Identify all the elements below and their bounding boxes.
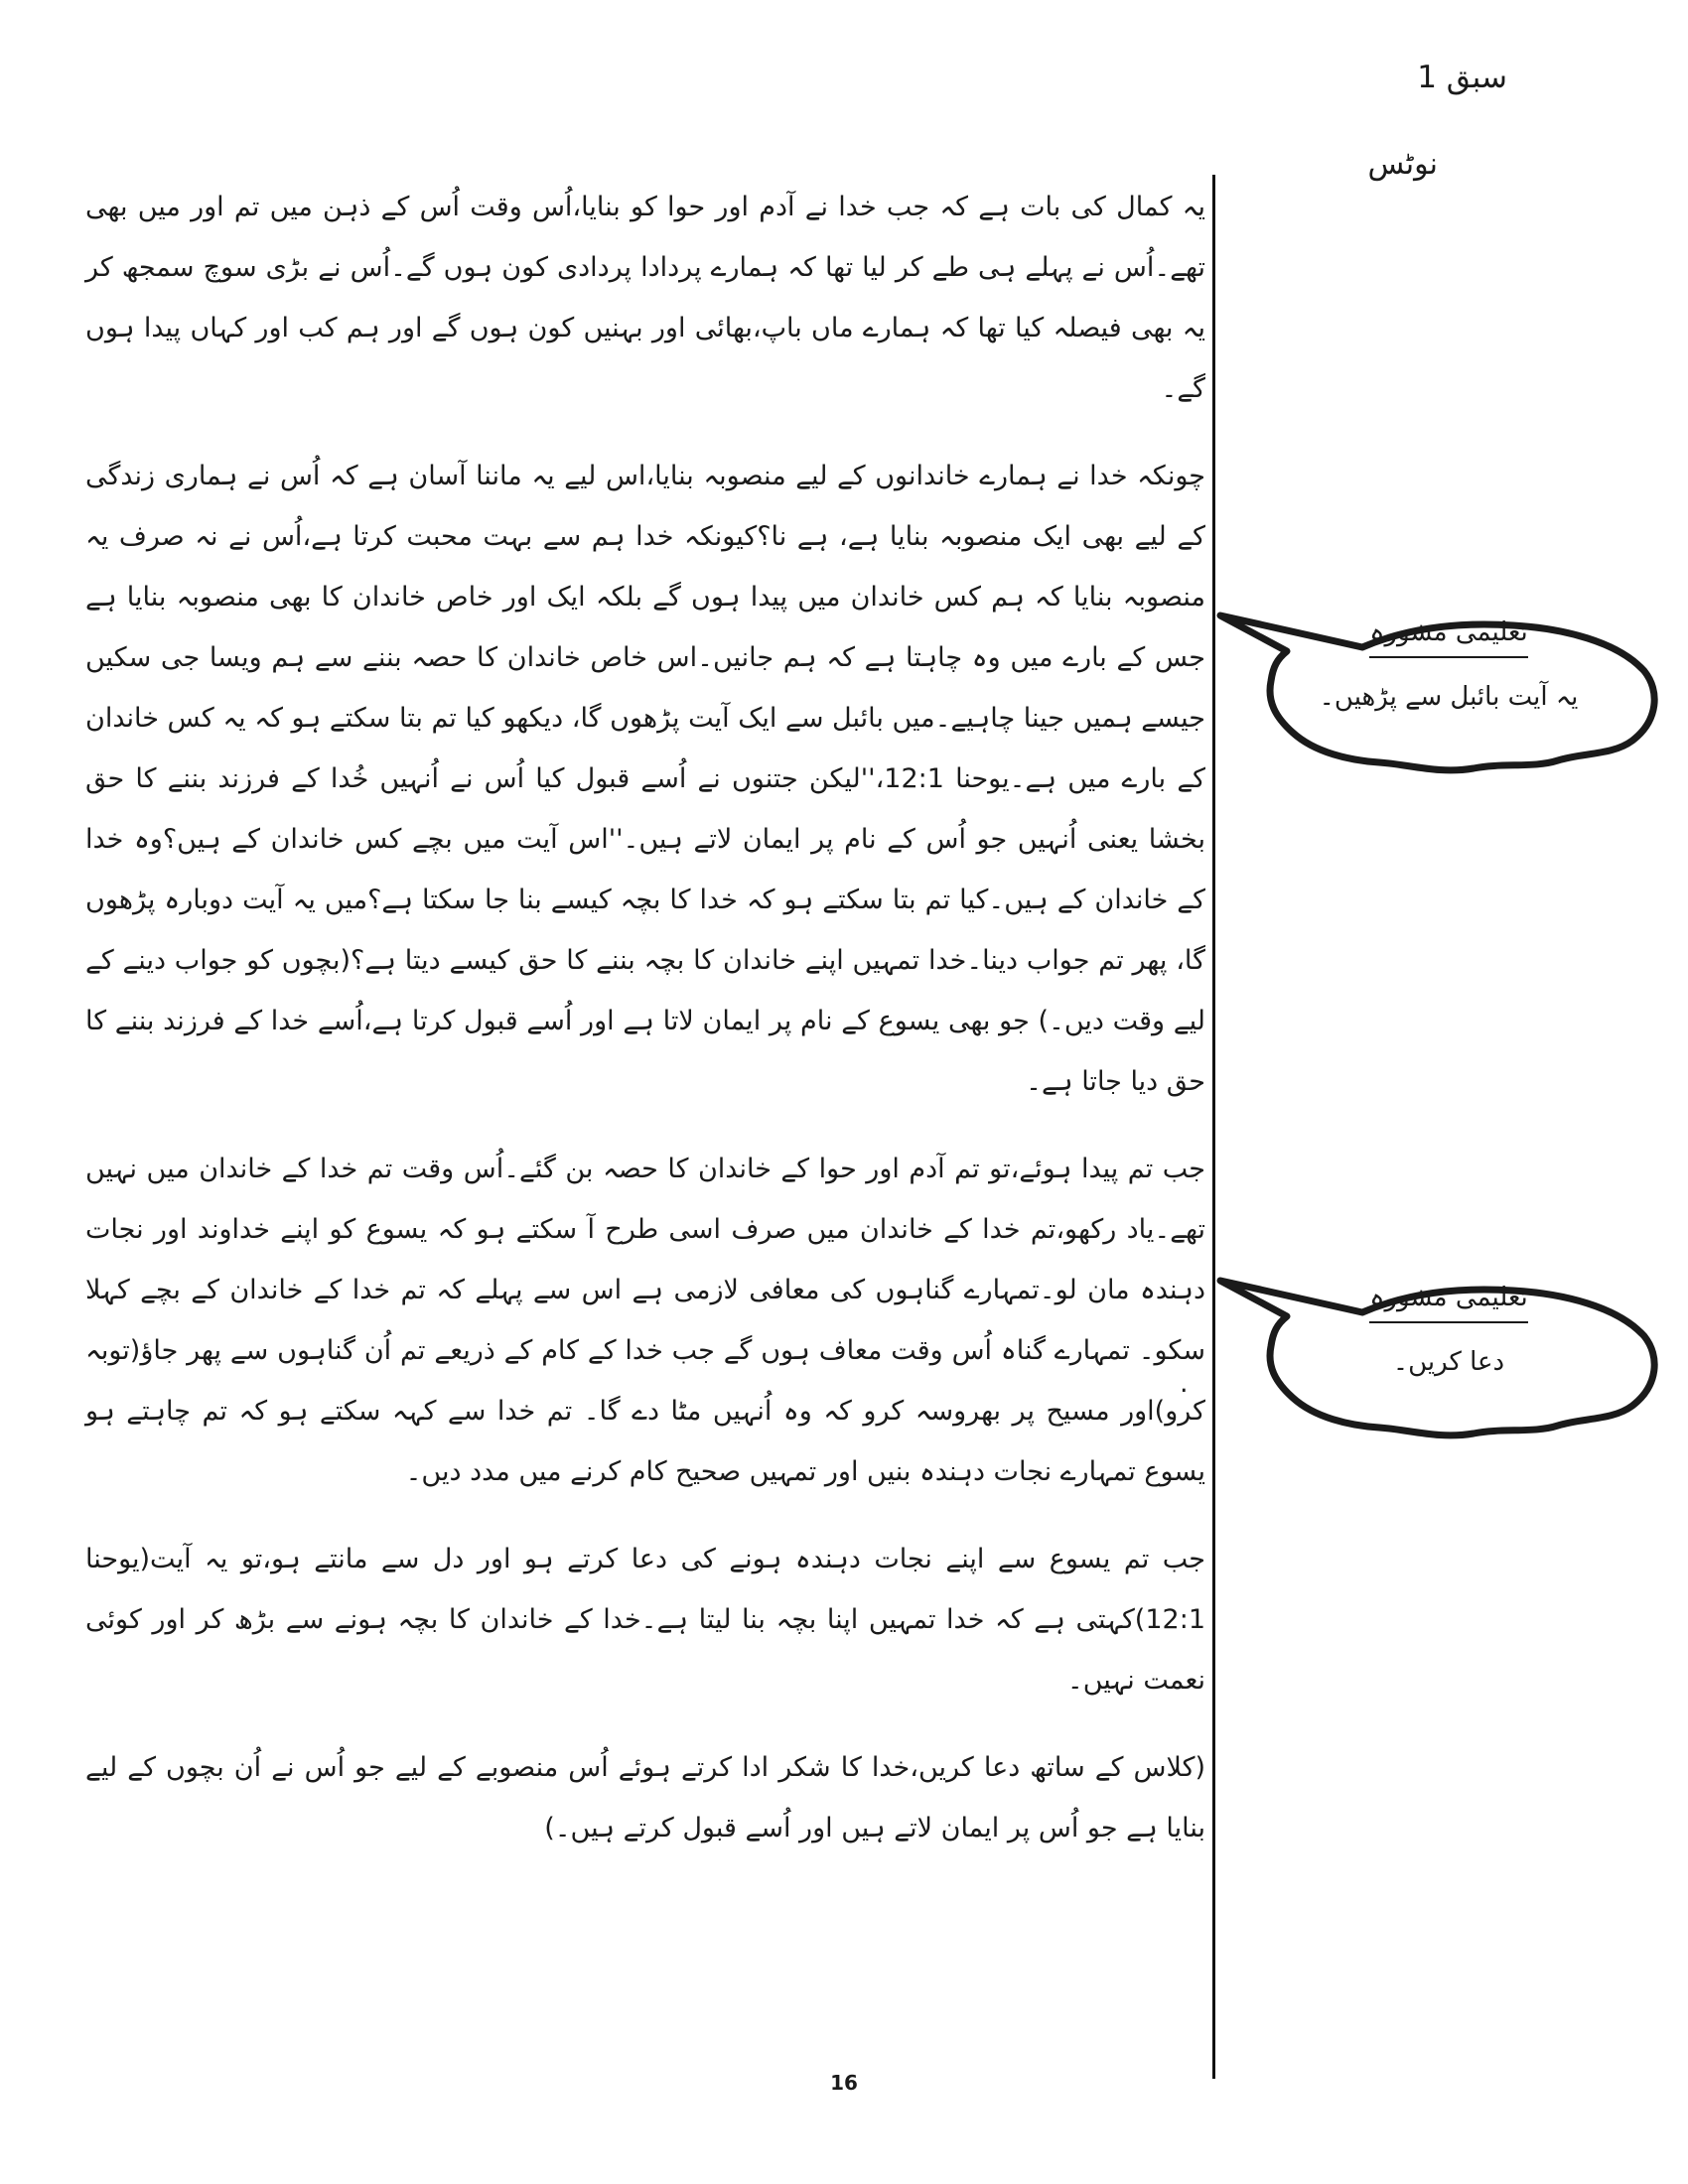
teaching-tip-text: یہ آیت بائبل سے پڑھیں۔: [1319, 682, 1579, 712]
body-paragraph-1: یہ کمال کی بات ہے کہ جب خدا نے آدم اور حوا کو بنایا،اُس وقت اُس کے ذہن میں تم اور میں بھی تھے۔اُس نے پہلے ہی طے کر لیا تھا کہ ہمارے پردادا پردادی کون ہوں گے۔اُس نے بڑی سوچ سمجھ کر یہ بھی فیصلہ کیا تھا کہ ہمارے ماں باپ،بھائی اور بہنیں کون ہوں گے اور ہم کب اور کہاں پیدا ہوں گے۔: [85, 192, 1205, 404]
lesson-body-text: [85, 177, 1205, 1885]
notes-margin-heading: نوٹس: [1367, 147, 1438, 182]
teaching-tip-content: [1285, 617, 1613, 712]
lesson-number-heading: سبق 1: [1417, 60, 1507, 95]
margin-divider-line: [1212, 175, 1215, 2079]
body-paragraph-4: جب تم یسوع سے اپنے نجات دہندہ ہونے کی دعا کرتے ہو اور دل سے مانتے ہو،تو یہ آیت(یوحنا 12:1)کہتی ہے کہ خدا تمہیں اپنا بچہ بنا لیتا ہے۔خدا کے خاندان کا بچہ ہونے سے بڑھ کر اور کوئی نعمت نہیں۔: [85, 1544, 1205, 1696]
teaching-tip-title: تعلیمی مشورہ: [1369, 1283, 1528, 1323]
stray-period: .: [1180, 1368, 1189, 1399]
teaching-tip-text: دعا کریں۔: [1392, 1347, 1505, 1377]
teaching-tip-callout-1: [1215, 594, 1664, 780]
page-number: 16: [830, 2071, 858, 2095]
teaching-tip-title: تعلیمی مشورہ: [1369, 617, 1528, 658]
body-paragraph-2: چونکہ خدا نے ہمارے خاندانوں کے لیے منصوبہ بنایا،اس لیے یہ ماننا آسان ہے کہ اُس نے ہماری زندگی کے لیے بھی ایک منصوبہ بنایا ہے، ہے نا؟کیونکہ خدا ہم سے بہت محبت کرتا ہے،اُس نے نہ صرف یہ منصوبہ بنایا کہ ہم کس خاندان میں پیدا ہوں گے بلکہ ایک اور خاص خاندان کا بھی منصوبہ بنایا ہے جس کے بارے میں وہ چاہتا ہے کہ ہم جانیں۔اس خاص خاندان کا حصہ بننے سے ہم ویسا جی سکیں جیسے ہمیں جینا چاہیے۔میں بائبل سے ایک آیت پڑھوں گا، دیکھو کیا تم بتا سکتے ہو کہ یہ کس خاندان کے بارے میں ہے۔یوحنا 12:1،''لیکن جتنوں نے اُسے قبول کیا اُس نے اُنہیں خُدا کے فرزند بننے کا حق بخشا یعنی اُنہیں جو اُس کے نام پر ایمان لاتے ہیں۔''اس آیت میں بچے کس خاندان کے ہیں؟وہ خدا کے خاندان کے ہیں۔کیا تم بتا سکتے ہو کہ خدا کا بچہ کیسے بنا جا سکتا ہے؟میں یہ آیت دوبارہ پڑھوں گا، پھر تم جواب دینا۔خدا تمہیں اپنے خاندان کا بچہ بننے کا حق کیسے دیتا ہے؟(بچوں کو جواب دینے کے لیے وقت دیں۔) جو بھی یسوع کے نام پر ایمان لاتا ہے اور اُسے قبول کرتا ہے،اُسے خدا کے فرزند بننے کا حق دیا جاتا ہے۔: [84, 461, 1205, 1097]
body-paragraph-3: جب تم پیدا ہوئے،تو تم آدم اور حوا کے خاندان کا حصہ بن گئے۔اُس وقت تم خدا کے خاندان میں نہیں تھے۔یاد رکھو،تم خدا کے خاندان میں صرف اسی طرح آ سکتے ہو کہ یسوع کو اپنے خداوند اور نجات دہندہ مان لو۔تمہارے گناہوں کی معافی لازمی ہے اس سے پہلے کہ تم خدا کے خاندان کے بچے کہلا سکو۔ تمہارے گناہ اُس وقت معاف ہوں گے جب خدا کے کام کے ذریعے تم اُن گناہوں سے پھر جاؤ(توبہ کرو)اور مسیح پر بھروسہ کرو کہ وہ اُنہیں مٹا دے گا۔ تم خدا سے کہہ سکتے ہو کہ تم چاہتے ہو یسوع تمہارے نجات دہندہ بنیں اور تمہیں صحیح کام کرنے میں مدد دیں۔: [85, 1154, 1205, 1487]
teaching-tip-callout-2: [1215, 1259, 1664, 1445]
teaching-tip-content: [1285, 1283, 1613, 1377]
body-paragraph-5: (کلاس کے ساتھ دعا کریں،خدا کا شکر ادا کرتے ہوئے اُس منصوبے کے لیے جو اُس نے اُن بچوں کے لیے بنایا ہے جو اُس پر ایمان لاتے ہیں اور اُسے قبول کرتے ہیں۔): [85, 1752, 1205, 1843]
